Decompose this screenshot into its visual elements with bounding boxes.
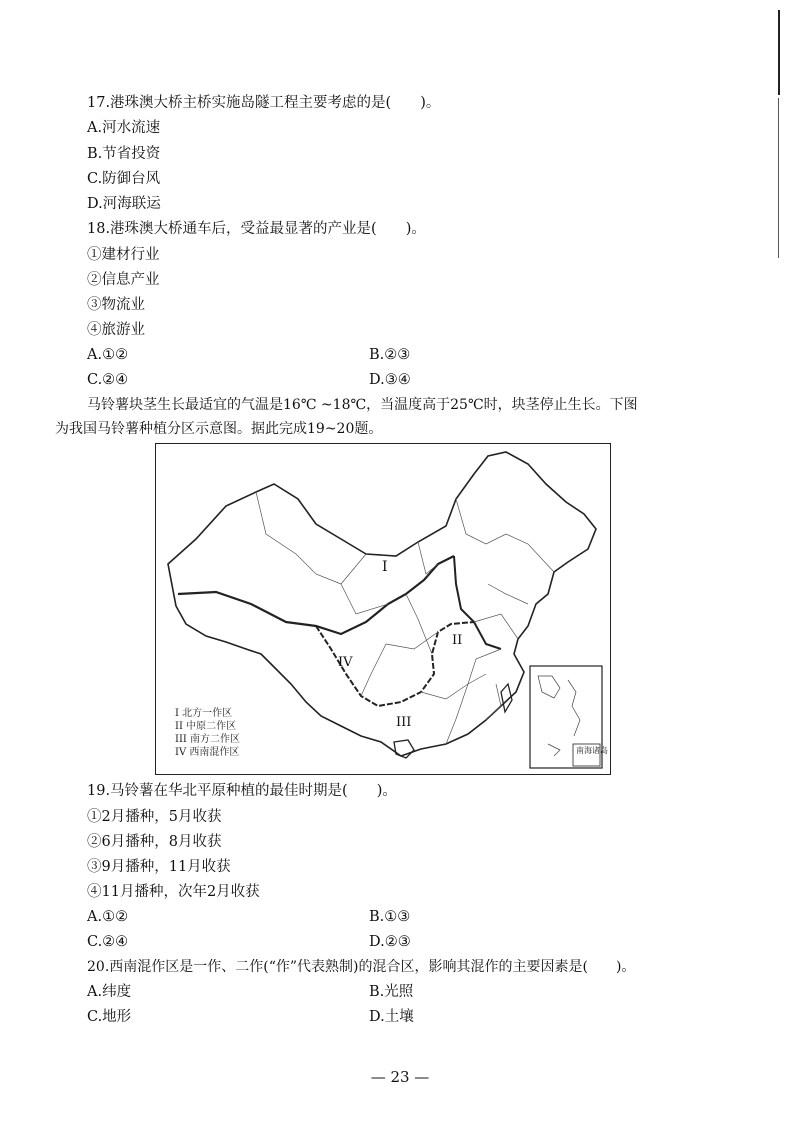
q17-stem: 17.港珠澳大桥主桥实施岛隧工程主要考虑的是( )。 [87, 95, 441, 111]
scan-edge-line-thin [778, 98, 779, 258]
q18-option-b: B.②③ [369, 347, 411, 363]
legend-item-3: III 南方二作区 [175, 734, 241, 745]
legend-item-1: I 北方一作区 [175, 708, 233, 719]
q18-item-1: ①建材行业 [87, 247, 160, 263]
q19-item-2: ②6月播种，8月收获 [87, 834, 222, 850]
zone-boundary-north [178, 556, 454, 634]
q18-option-d: D.③④ [369, 372, 411, 388]
region-label-iv: IV [338, 655, 353, 670]
passage-line-1: 马铃薯块茎生长最适宜的气温是16℃ ~18℃，当温度高于25℃时，块茎停止生长。下图 [87, 397, 638, 413]
q18-item-2: ②信息产业 [87, 272, 160, 288]
q18-item-4: ④旅游业 [87, 322, 145, 338]
q19-option-d: D.②③ [369, 934, 411, 950]
q17-option-a: A.河水流速 [87, 120, 161, 136]
passage-line-2: 为我国马铃薯种植分区示意图。据此完成19~20题。 [55, 421, 383, 437]
map-legend [175, 707, 240, 759]
q20-option-a: A.纬度 [87, 984, 132, 1000]
q19-item-4: ④11月播种，次年2月收获 [87, 884, 260, 900]
q19-item-3: ③9月播种，11月收获 [87, 859, 231, 875]
q20-option-c: C.地形 [87, 1009, 132, 1025]
q18-option-c: C.②④ [87, 372, 129, 388]
q20-stem: 20.西南混作区是一作、二作(“作”代表熟制)的混合区，影响其混作的主要因素是( )。 [87, 959, 636, 975]
q17-option-b: B.节省投资 [87, 146, 161, 162]
q19-option-c: C.②④ [87, 934, 129, 950]
scan-edge-line [778, 10, 780, 95]
legend-item-2: II 中原二作区 [175, 721, 237, 732]
q17-option-d: D.河海联运 [87, 196, 161, 212]
q17-option-c: C.防御台风 [87, 171, 161, 187]
q20-option-b: B.光照 [369, 984, 414, 1000]
q19-option-b: B.①③ [369, 909, 411, 925]
q19-stem: 19.马铃薯在华北平原种植的最佳时期是( )。 [87, 783, 397, 799]
inset-label: 南海诸岛 [576, 746, 608, 755]
region-label-iii: III [396, 715, 412, 730]
province-lines [256, 492, 554, 744]
q19-item-1: ①2月播种，5月收获 [87, 809, 222, 825]
q20-option-d: D.土壤 [369, 1009, 414, 1025]
legend-item-4: IV 西南混作区 [175, 747, 240, 758]
q18-stem: 18.港珠澳大桥通车后，受益最显著的产业是( )。 [87, 221, 426, 237]
page-number: — 23 — [370, 1068, 430, 1086]
q18-item-3: ③物流业 [87, 297, 145, 313]
region-label-ii: II [452, 633, 463, 648]
q18-option-a: A.①② [87, 347, 129, 363]
region-label-i: I [382, 559, 388, 575]
q19-option-a: A.①② [87, 909, 129, 925]
